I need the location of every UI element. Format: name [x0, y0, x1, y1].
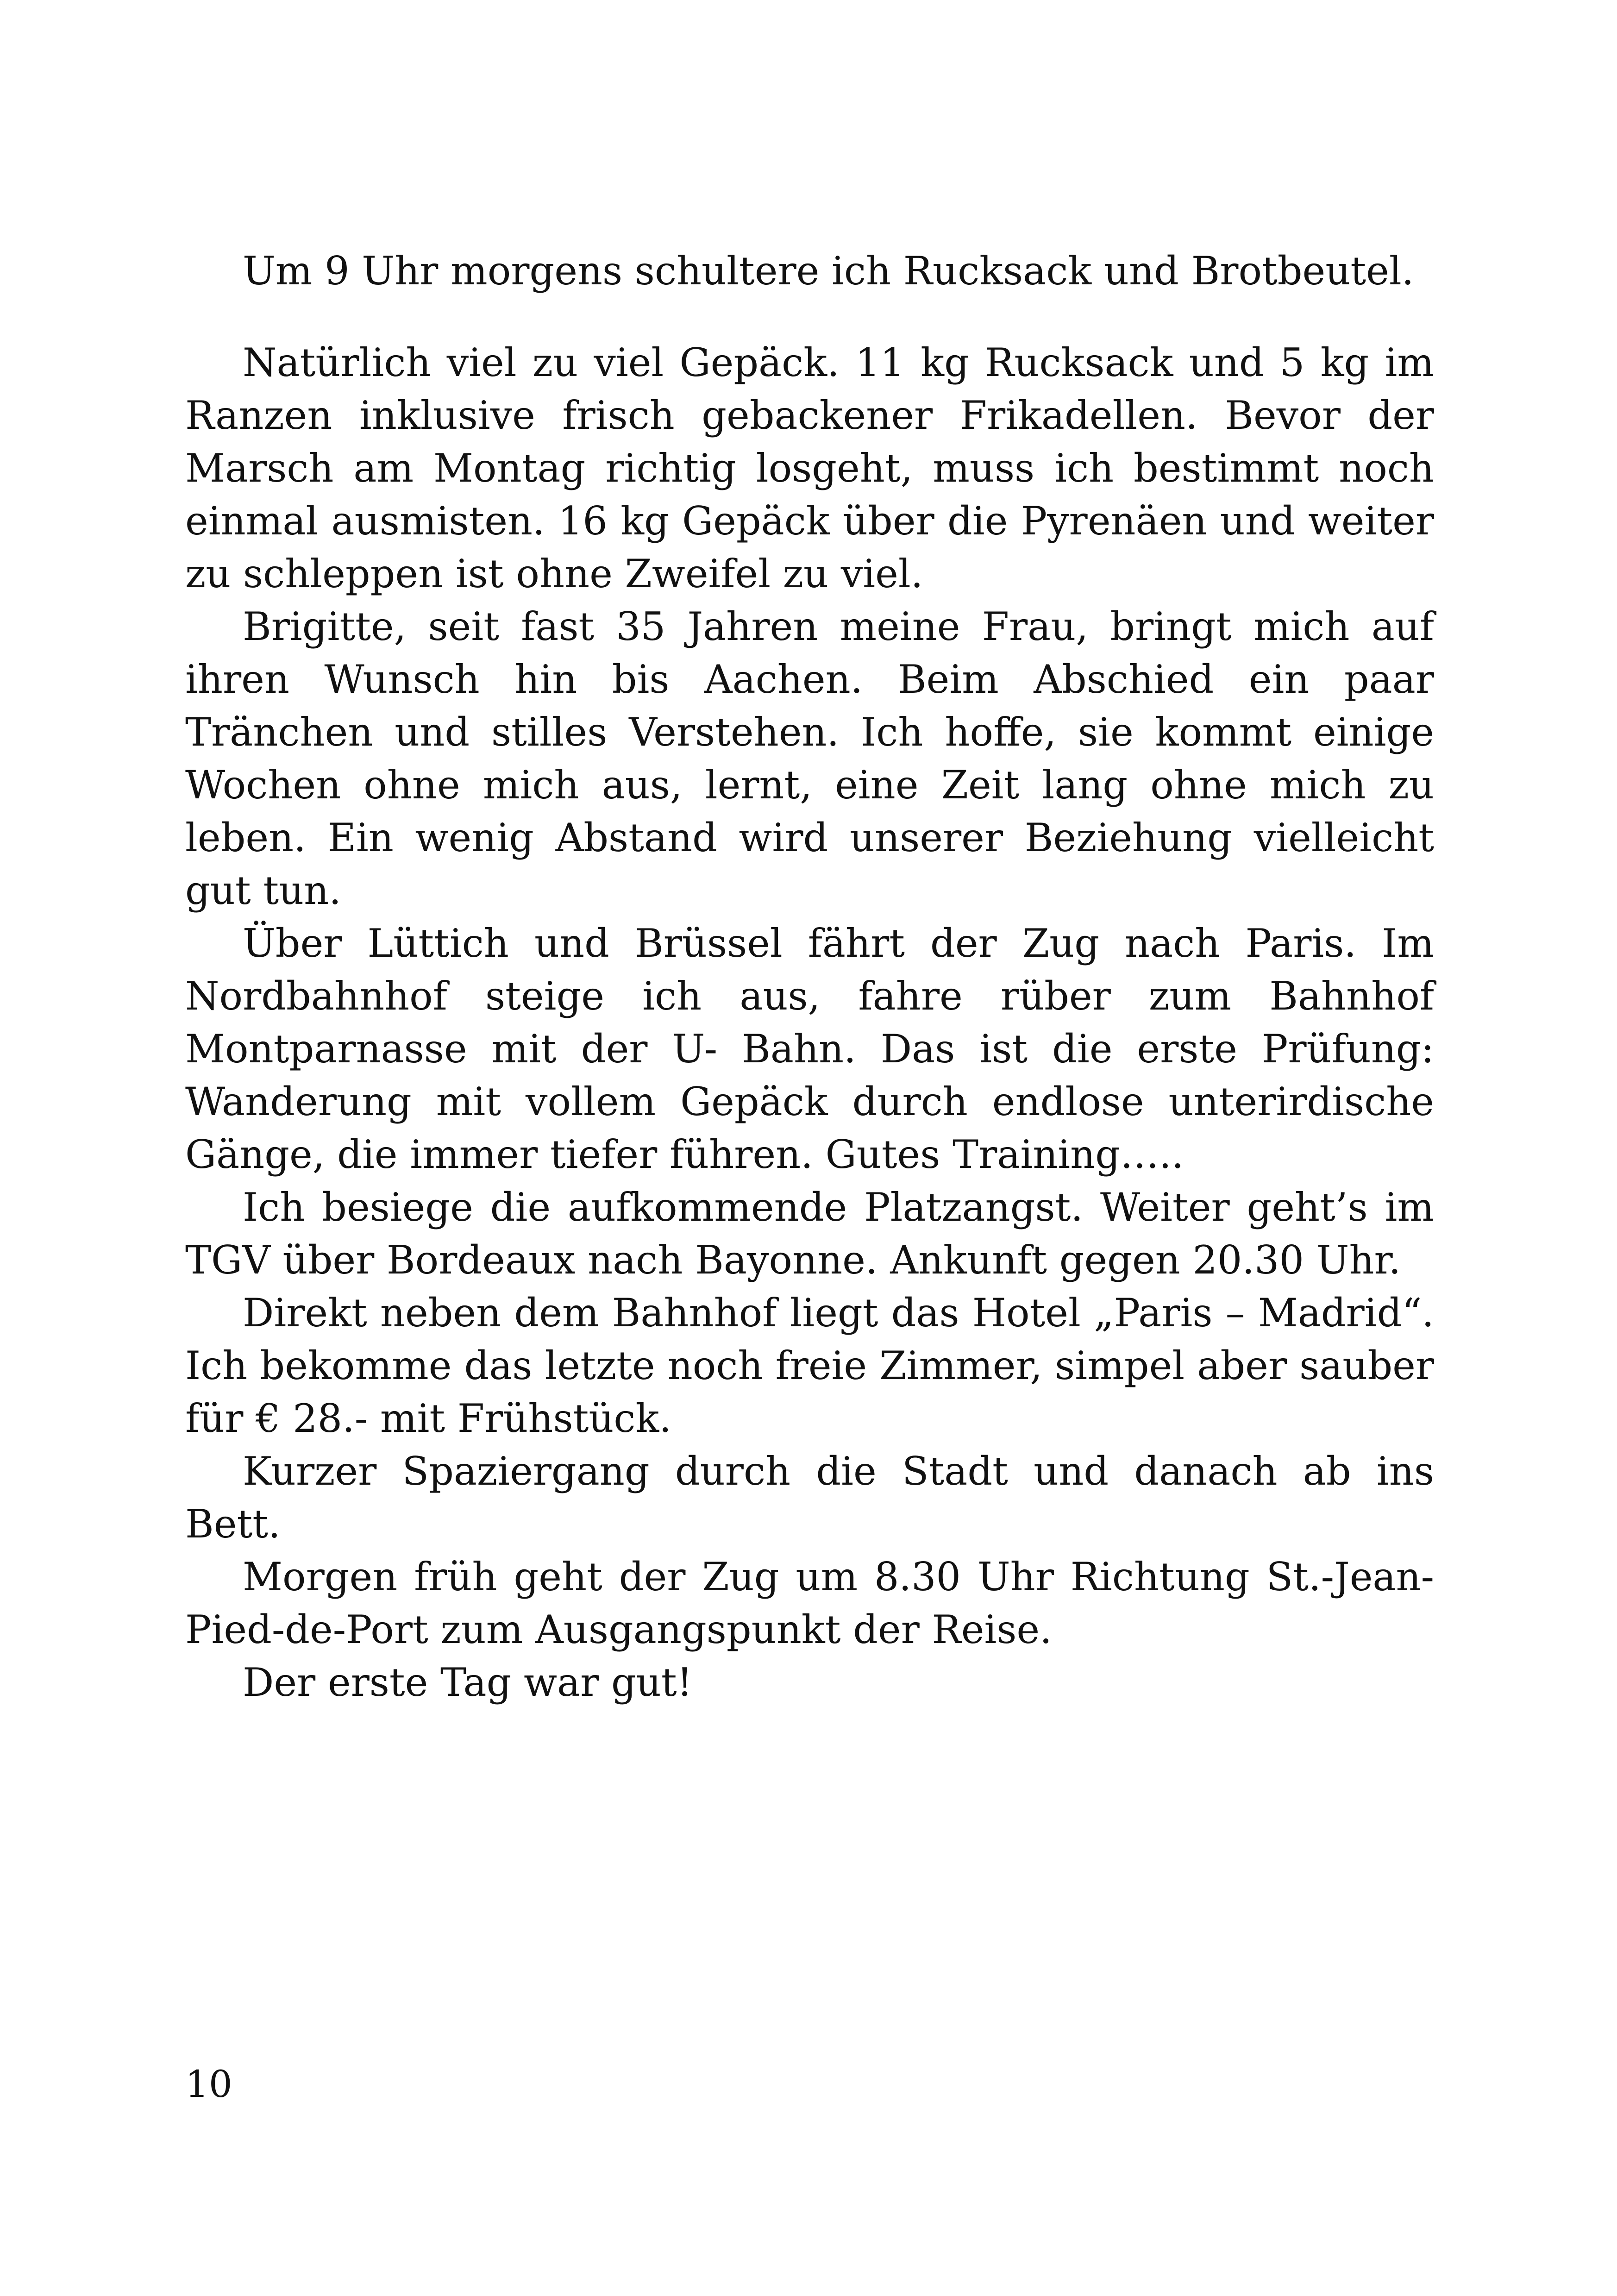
- paragraph-3: Brigitte, seit fast 35 Jahren meine Frau, bringt mich auf ihren Wunsch hin bis Aachen. Beim Abschied ein paar Tränchen und stilles Verstehen. Ich hoffe, sie kommt einige Wochen ohne mich aus, lernt, eine Zeit lang ohne mich zu leben. Ein wenig Abstand wird unserer Beziehung vielleicht gut tun.: [185, 604, 1434, 913]
- paragraph-7: Kurzer Spaziergang durch die Stadt und danach ab ins Bett.: [185, 1449, 1434, 1547]
- paragraph-5: Ich besiege die aufkommende Platzangst. Weiter geht’s im TGV über Bordeaux nach Bayonne. Ankunft gegen 20.30 Uhr.: [185, 1185, 1434, 1283]
- paragraph-8: Morgen früh geht der Zug um 8.30 Uhr Richtung St.-Jean-Pied-de-Port zum Ausgangspunkt der Reise.: [185, 1554, 1434, 1652]
- paragraph-6: Direkt neben dem Bahnhof liegt das Hotel „Paris – Madrid“. Ich bekomme das letzte noch freie Zimmer, simpel aber sauber für € 28.- mit Frühstück.: [185, 1290, 1434, 1441]
- page-number: 10: [185, 2063, 232, 2106]
- paragraph-1: Um 9 Uhr morgens schultere ich Rucksack und Brotbeutel.: [243, 248, 1414, 294]
- paragraph-4: Über Lüttich und Brüssel fährt der Zug nach Paris. Im Nordbahnhof steige ich aus, fahre rüber zum Bahnhof Montparnasse mit der U- Bahn. Das ist die erste Prüfung: Wanderung mit vollem Gepäck durch endlose unterirdische Gänge, die immer tiefer führen. Gutes Training…..: [185, 921, 1434, 1177]
- paragraph-9: Der erste Tag war gut!: [243, 1660, 693, 1705]
- body-paragraphs: [185, 336, 1434, 1709]
- paragraph-2: Natürlich viel zu viel Gepäck. 11 kg Rucksack und 5 kg im Ranzen inklusive frisch gebackener Frikadellen. Bevor der Marsch am Montag richtig losgeht, muss ich bestimmt noch einmal ausmisten. 16 kg Gepäck über die Pyrenäen und weiter zu schleppen ist ohne Zweifel zu viel.: [185, 340, 1434, 596]
